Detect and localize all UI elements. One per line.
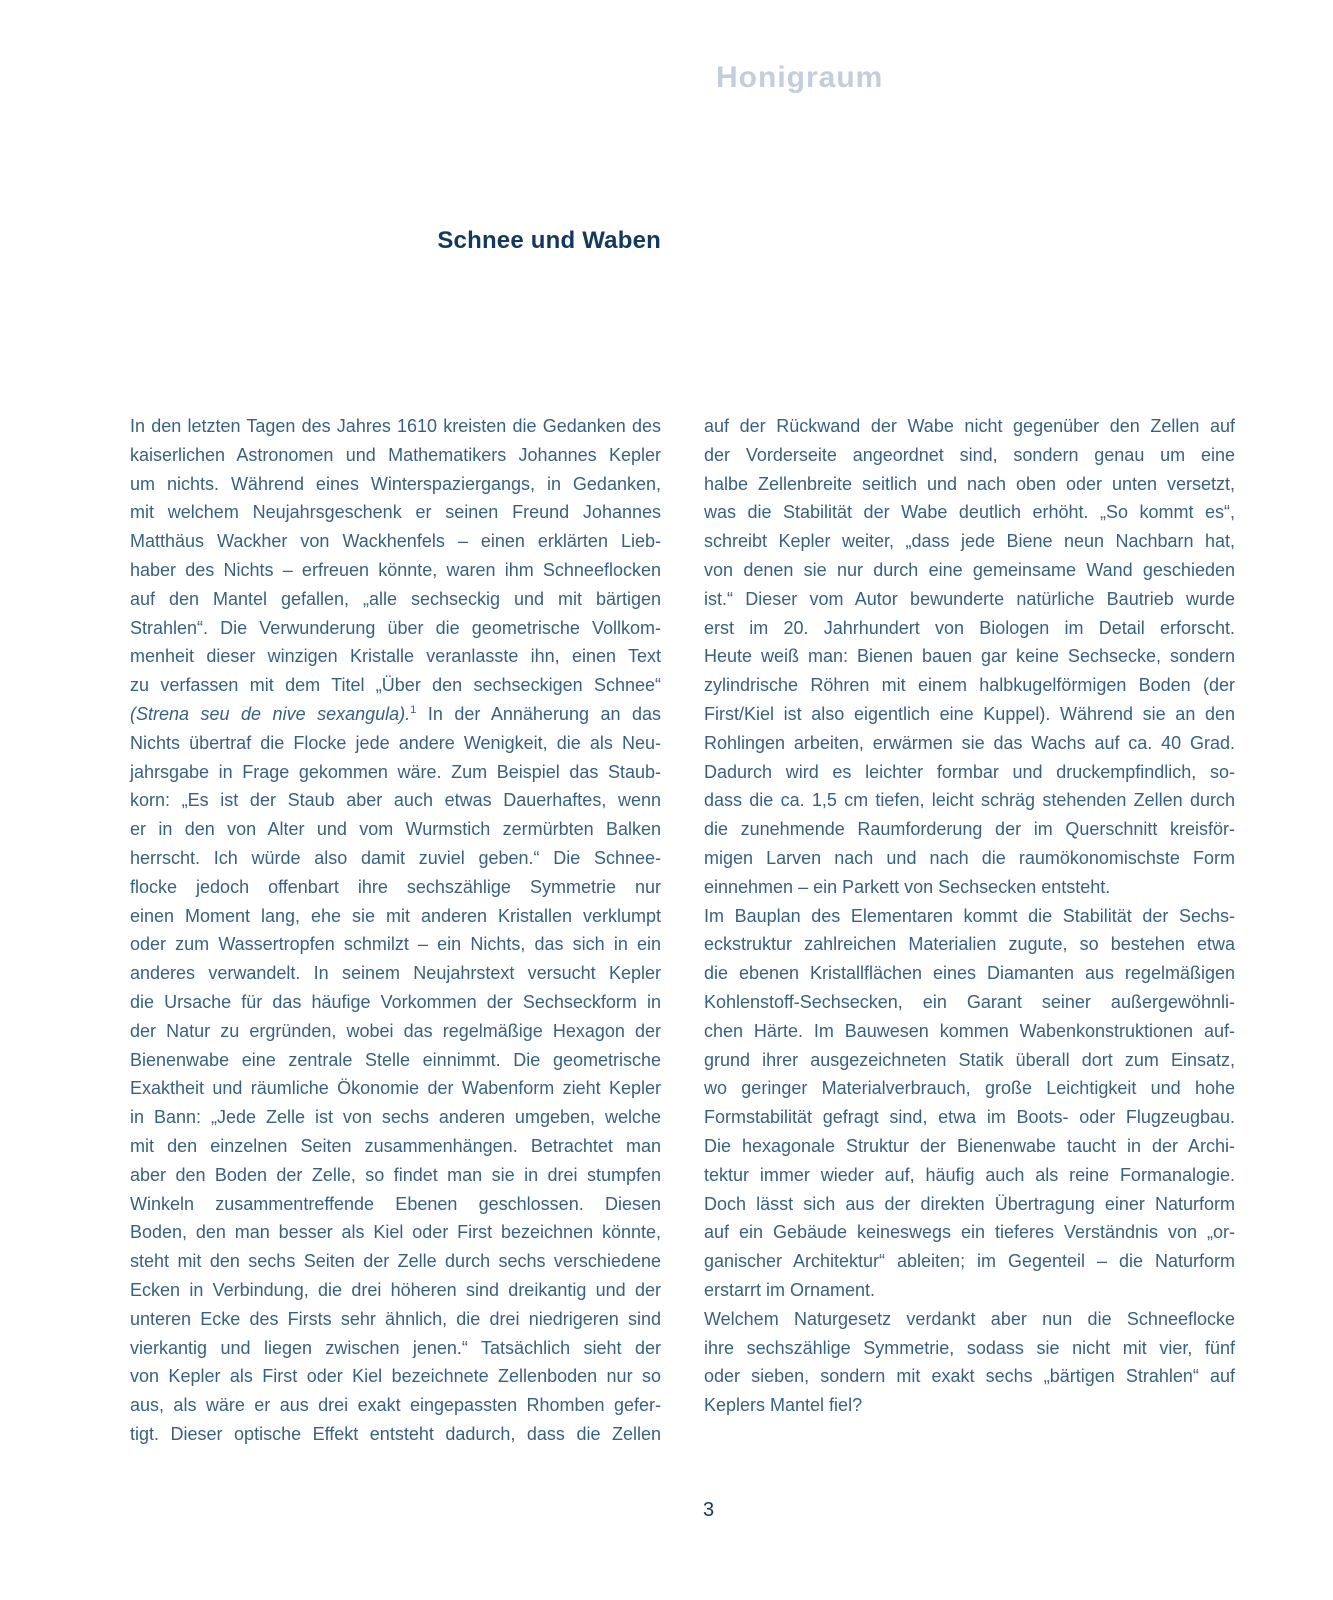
text-line: Im Bauplan des Elementaren kommt die Stabilität der Sechs- bbox=[704, 905, 1235, 926]
text-line: von Kepler als First oder Kiel bezeichnete Zellenboden nur so bbox=[130, 1366, 661, 1387]
text-line: mit welchem Neujahrsgeschenk er seinen Freund Johannes bbox=[130, 502, 661, 523]
text-line: auf den Mantel gefallen, „alle sechseckig und mit bärtigen bbox=[130, 588, 661, 609]
text-line: Doch lässt sich aus der direkten Übertragung einer Naturform bbox=[704, 1193, 1235, 1214]
text-line: Heute weiß man: Bienen bauen gar keine Sechsecke, sondern bbox=[704, 646, 1235, 667]
text-line: Dadurch wird es leichter formbar und druckempfindlich, so- bbox=[704, 761, 1235, 782]
text-line: jahrsgabe in Frage gekommen wäre. Zum Beispiel das Staub- bbox=[130, 761, 661, 782]
text-line: haber des Nichts – erfreuen könnte, waren ihm Schneeflocken bbox=[130, 559, 661, 580]
text-line: ganischer Architektur“ ableiten; im Gegenteil – die Naturform bbox=[704, 1251, 1235, 1272]
text-line: oder zum Wassertropfen schmilzt – ein Nichts, das sich in ein bbox=[130, 934, 661, 955]
text-line: Ecken in Verbindung, die drei höheren sind dreikantig und der bbox=[130, 1279, 661, 1300]
text-line: Rohlingen arbeiten, erwärmen sie das Wachs auf ca. 40 Grad. bbox=[704, 732, 1235, 753]
text-line: tigt. Dieser optische Effekt entsteht dadurch, dass die Zellen bbox=[130, 1423, 661, 1444]
section-title: Schnee und Waben bbox=[437, 227, 661, 254]
text-line: kaiserlichen Astronomen und Mathematikers Johannes Kepler bbox=[130, 444, 661, 465]
text-line: von denen sie nur durch eine gemeinsame Wand geschieden bbox=[704, 559, 1235, 580]
text-line: die ebenen Kristallflächen eines Diamanten aus regelmäßigen bbox=[704, 963, 1235, 984]
text-line: menheit dieser winzigen Kristalle veranlasste ihn, einen Text bbox=[130, 646, 661, 667]
text-line: tektur immer wieder auf, häufig auch als reine Formanalogie. bbox=[704, 1164, 1235, 1185]
text-line: zylindrische Röhren mit einem halbkugelförmigen Boden (der bbox=[704, 675, 1235, 696]
text-line: einen Moment lang, ehe sie mit anderen Kristallen verklumpt bbox=[130, 905, 661, 926]
text-line: der Natur zu ergründen, wobei das regelmäßige Hexagon der bbox=[130, 1020, 661, 1041]
text-line: vierkantig und liegen zwischen jenen.“ Tatsächlich sieht der bbox=[130, 1337, 661, 1358]
text-segment: In der Annäherung an das bbox=[416, 703, 662, 724]
text-line: ist.“ Dieser vom Autor bewunderte natürliche Bautrieb wurde bbox=[704, 588, 1235, 609]
footnote-marker: 1 bbox=[410, 703, 417, 716]
text-line: korn: „Es ist der Staub aber auch etwas Dauerhaftes, wenn bbox=[130, 790, 661, 811]
text-line: erstarrt im Ornament. bbox=[704, 1279, 876, 1300]
text-line: die zunehmende Raumforderung der im Querschnitt kreisför- bbox=[704, 819, 1235, 840]
text-line: zu verfassen mit dem Titel „Über den sechseckigen Schnee“ bbox=[130, 675, 661, 696]
text-line: Exaktheit und räumliche Ökonomie der Wabenform zieht Kepler bbox=[130, 1078, 661, 1099]
text-line: Die hexagonale Struktur der Bienenwabe taucht in der Archi- bbox=[704, 1135, 1235, 1156]
text-line: um nichts. Während eines Winterspaziergangs, in Gedanken, bbox=[130, 473, 661, 494]
text-line: Boden, den man besser als Kiel oder First bezeichnen könnte, bbox=[130, 1222, 661, 1243]
page-number: 3 bbox=[703, 1499, 715, 1521]
text-line: auf der Rückwand der Wabe nicht gegenüber den Zellen auf bbox=[704, 416, 1235, 436]
text-line: Bienenwabe eine zentrale Stelle einnimmt. Die geometrische bbox=[130, 1049, 661, 1070]
text-line: der Vorderseite angeordnet sind, sondern genau um eine bbox=[704, 444, 1235, 465]
text-line: oder sieben, sondern mit exakt sechs „bärtigen Strahlen“ auf bbox=[704, 1366, 1235, 1387]
text-line: einnehmen – ein Parkett von Sechsecken entsteht. bbox=[704, 876, 1111, 897]
text-line: Winkeln zusammentreffende Ebenen geschlossen. Diesen bbox=[130, 1193, 661, 1214]
text-line: aus, als wäre er aus drei exakt eingepassten Rhomben gefer- bbox=[130, 1395, 661, 1416]
text-line: aber den Boden der Zelle, so findet man sie in drei stumpfen bbox=[130, 1164, 661, 1185]
italic-latin-title: (Strena seu de nive sexangula). bbox=[130, 703, 411, 724]
text-line: auf ein Gebäude keineswegs ein tieferes Verständnis von „or- bbox=[704, 1222, 1235, 1243]
text-line: flocke jedoch offenbart ihre sechszählige Symmetrie nur bbox=[130, 876, 661, 897]
text-line: unteren Ecke des Firsts sehr ähnlich, die drei niedrigeren sind bbox=[130, 1308, 661, 1329]
text-line: Keplers Mantel fiel? bbox=[704, 1395, 863, 1416]
running-header: Honigraum bbox=[716, 61, 884, 94]
text-line: First/Kiel ist also eigentlich eine Kuppel). Während sie an den bbox=[704, 703, 1235, 724]
text-line: schreibt Kepler weiter, „dass jede Biene neun Nachbarn hat, bbox=[704, 531, 1235, 552]
text-line: grund ihrer ausgezeichneten Statik überall dort zum Einsatz, bbox=[704, 1049, 1235, 1070]
text-line: die Ursache für das häufige Vorkommen der Sechseckform in bbox=[130, 991, 661, 1012]
text-line: halbe Zellenbreite seitlich und nach oben oder unten versetzt, bbox=[704, 473, 1235, 494]
text-line: herrscht. Ich würde also damit zuviel geben.“ Die Schnee- bbox=[130, 847, 661, 868]
text-line: Matthäus Wackher von Wackhenfels – einen erklärten Lieb- bbox=[130, 531, 661, 552]
text-line: Formstabilität gefragt sind, etwa im Boots- oder Flugzeugbau. bbox=[704, 1107, 1235, 1128]
right-column bbox=[704, 412, 1235, 1420]
text-line: in Bann: „Jede Zelle ist von sechs anderen umgeben, welche bbox=[130, 1107, 661, 1128]
text-line: chen Härte. Im Bauwesen kommen Wabenkonstruktionen auf- bbox=[704, 1020, 1235, 1041]
left-column bbox=[130, 412, 661, 1449]
text-line: er in den von Alter und vom Wurmstich zermürbten Balken bbox=[130, 819, 661, 840]
text-line: Welchem Naturgesetz verdankt aber nun die Schneeflocke bbox=[704, 1308, 1235, 1329]
text-line: wo geringer Materialverbrauch, große Leichtigkeit und hohe bbox=[704, 1078, 1235, 1099]
text-line: ihre sechszählige Symmetrie, sodass sie nicht mit vier, fünf bbox=[704, 1337, 1235, 1358]
text-line: In den letzten Tagen des Jahres 1610 kreisten die Gedanken des bbox=[130, 416, 661, 436]
text-line: migen Larven nach und nach die raumökonomischste Form bbox=[704, 847, 1235, 868]
text-line: Strahlen“. Die Verwunderung über die geometrische Vollkom- bbox=[130, 617, 661, 638]
text-line: Kohlenstoff-Sechsecken, ein Garant seiner außergewöhnli- bbox=[704, 991, 1235, 1012]
text-line: anderes verwandelt. In seinem Neujahrstext versucht Kepler bbox=[130, 963, 661, 984]
text-line bbox=[130, 700, 661, 729]
text-line: Nichts übertraf die Flocke jede andere Wenigkeit, die als Neu- bbox=[130, 732, 661, 753]
text-line: mit den einzelnen Seiten zusammenhängen. Betrachtet man bbox=[130, 1135, 661, 1156]
text-line: dass die ca. 1,5 cm tiefen, leicht schräg stehenden Zellen durch bbox=[704, 790, 1235, 811]
text-line: steht mit den sechs Seiten der Zelle durch sechs verschiedene bbox=[130, 1251, 661, 1272]
text-line: was die Stabilität der Wabe deutlich erhöht. „So kommt es“, bbox=[704, 502, 1235, 523]
text-line: erst im 20. Jahrhundert von Biologen im Detail erforscht. bbox=[704, 617, 1235, 638]
text-line: eckstruktur zahlreichen Materialien zugute, so bestehen etwa bbox=[704, 934, 1235, 955]
